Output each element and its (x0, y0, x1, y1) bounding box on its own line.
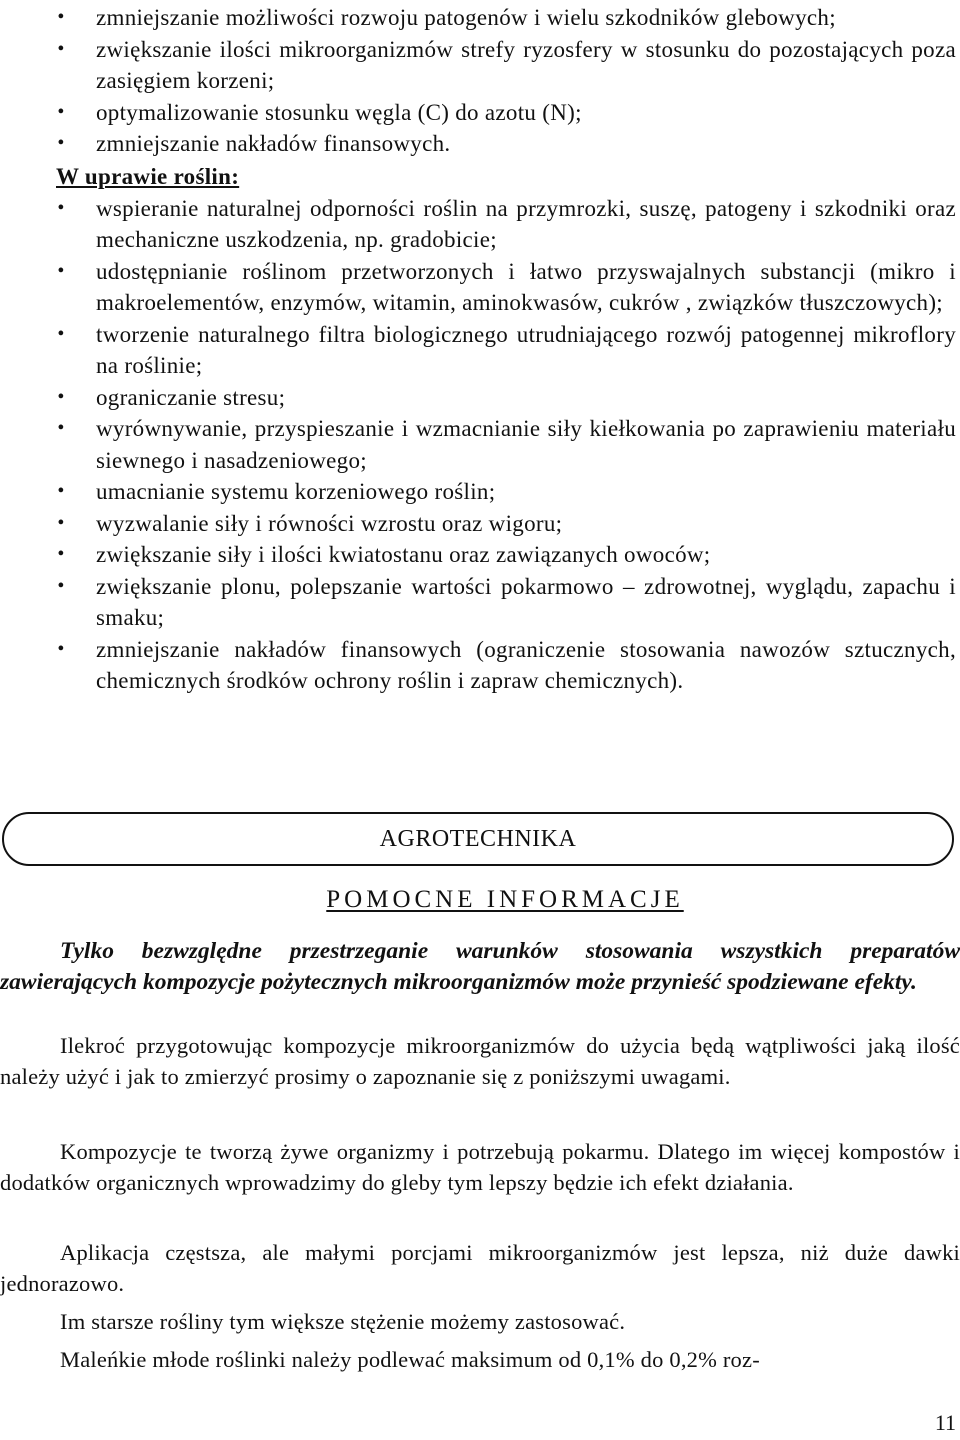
body-paragraph: Ilekroć przygotowując kompozycje mikroorganizmów do użycia będą wątpliwości jaką ilość należy użyć i jak to zmierzyć prosimy o zapoznanie się z poniższymi uwagami. (0, 1033, 960, 1089)
list-item-text: ograniczanie stresu; (96, 384, 286, 410)
list-item-text: zwiększanie plonu, polepszanie wartości pokarmowo – zdrowotnej, wyglądu, zapachu i smaku; (96, 573, 956, 630)
list-item (56, 256, 956, 319)
list-item (56, 34, 956, 97)
list-item-text: zmniejszanie nakładów finansowych. (96, 131, 451, 156)
bullet-icon: • (57, 543, 65, 565)
bullet-icon: • (57, 322, 65, 345)
body-paragraph: Im starsze rośliny tym większe stężenie możemy zastosować. (60, 1309, 626, 1334)
body-paragraph: Aplikacja częstsza, ale małymi porcjami mikroorganizmów jest lepsza, niż duże dawki jednorazowo. (0, 1240, 960, 1296)
list-item (56, 319, 956, 382)
list-item (56, 571, 956, 634)
list-item-text: zwiększanie ilości mikroorganizmów strefy ryzosfery w stosunku do pozostających poza zasięgiem korzeni; (96, 36, 956, 93)
bullet-icon: • (57, 637, 65, 660)
list-item (56, 382, 956, 414)
list-item-text: umacnianie systemu korzeniowego roślin; (96, 479, 496, 504)
section-banner (2, 812, 954, 866)
banner-title: AGROTECHNIKA (379, 826, 577, 852)
list-item-text: wspieranie naturalnej odporności roślin na przymrozki, suszę, patogeny i szkodniki oraz mechaniczne uszkodzenia, np. gradobicie; (96, 195, 956, 252)
section-subheading: W uprawie roślin: (56, 163, 240, 189)
list-item-text: zmniejszanie możliwości rozwoju patogenów i wielu szkodników glebowych; (96, 5, 836, 30)
list-item-text: zwiększanie siły i ilości kwiatostanu oraz zawiązanych owoców; (96, 542, 711, 567)
bullet-icon: • (57, 385, 65, 408)
bullet-icon: • (57, 6, 65, 28)
bullet-icon: • (57, 511, 65, 534)
bullet-icon: • (57, 259, 65, 282)
list-item-text: udostępnianie roślinom przetworzonych i łatwo przyswajalnych substancji (mikro i makroelementów, enzymów, witamin, aminokwasów, cukrów , związków tłuszczowych); (96, 258, 956, 315)
list-item-text: tworzenie naturalnego filtra biologicznego utrudniającego rozwój patogennej mikroflory na roślinie; (96, 321, 956, 378)
section-heading: POMOCNE INFORMACJE (326, 886, 684, 913)
list-item (56, 413, 956, 476)
list-item (56, 128, 956, 160)
list-item-text: wyrównywanie, przyspieszanie i wzmacnianie siły kiełkowania po zaprawieniu materiału siewnego i nasadzeniowego; (96, 416, 956, 473)
list-item (56, 634, 956, 697)
list-item (56, 97, 956, 129)
bullet-icon: • (57, 132, 65, 154)
benefits-list (56, 2, 956, 697)
intro-paragraph: Tylko bezwzględne przestrzeganie warunków stosowania wszystkich preparatów zawierających kompozycje pożytecznych mikroorganizmów może przynieść spodziewane efekty. (0, 938, 960, 995)
list-item-text: zmniejszanie nakładów finansowych (ograniczenie stosowania nawozów sztucznych, chemicznych środków ochrony roślin i zapraw chemicznych). (96, 636, 956, 693)
list-item (56, 476, 956, 508)
bullet-icon: • (57, 196, 65, 219)
list-item-text: wyzwalanie siły i równości wzrostu oraz wigoru; (96, 510, 563, 536)
body-paragraph: Maleńkie młode roślinki należy podlewać maksimum od 0,1% do 0,2% roz- (60, 1347, 760, 1372)
bullet-icon: • (57, 480, 65, 502)
list-item (56, 508, 956, 540)
list-item (56, 2, 956, 34)
list-item (56, 193, 956, 256)
page-number: 11 (934, 1410, 956, 1435)
bullet-icon: • (57, 417, 65, 439)
bullet-icon: • (57, 100, 65, 123)
bullet-icon: • (57, 37, 65, 60)
list-item (56, 539, 956, 571)
bullet-icon: • (57, 574, 65, 597)
list-item-text: optymalizowanie stosunku węgla (C) do azotu (N); (96, 99, 582, 125)
body-paragraph: Kompozycje te tworzą żywe organizmy i potrzebują pokarmu. Dlatego im więcej kompostów i dodatków organicznych wprowadzimy do gleby tym lepszy będzie ich efekt działania. (0, 1139, 960, 1195)
